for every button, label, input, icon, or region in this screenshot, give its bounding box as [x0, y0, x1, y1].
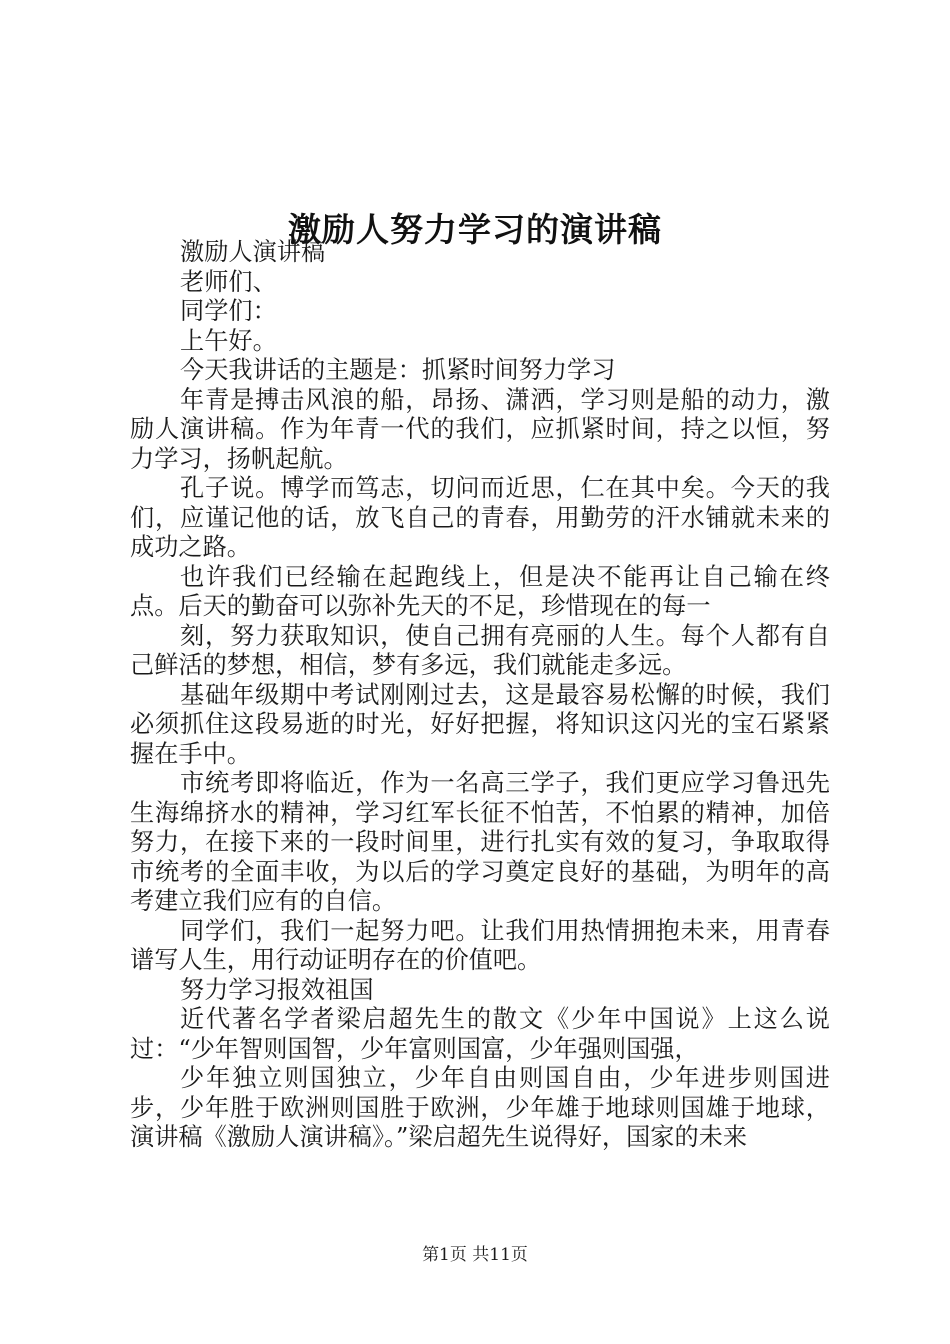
paragraph: 努力学习报效祖国 [180, 975, 374, 1004]
paragraph: 也许我们已经输在起跑线上，但是决不能再让自己输在终点。后天的勤奋可以弥补先天的不足，珍惜现在的每一 [130, 562, 830, 620]
paragraph: 近代著名学者梁启超先生的散文《少年中国说》上这么说过：“少年智则国智，少年富则国富，少年强则国强， [130, 1005, 830, 1063]
paragraph: 今天我讲话的主题是：抓紧时间努力学习 [180, 356, 616, 384]
paragraph: 年青是搏击风浪的船，昂扬、潇洒，学习则是船的动力，激励人演讲稿。作为年青一代的我们，应抓紧时间，持之以恒，努力学习，扬帆起航。 [130, 385, 830, 473]
paragraph: 同学们，我们一起努力吧。让我们用热情拥抱未来，用青春谱写人生，用行动证明存在的价值吧。 [130, 916, 830, 974]
page-number-footer: 第1页 共11页 [422, 1245, 528, 1265]
paragraph: 激励人演讲稿 [180, 238, 326, 266]
document-title: 激励人努力学习的演讲稿 [288, 210, 662, 250]
paragraph: 孔子说。博学而笃志，切问而近思，仁在其中矣。今天的我们，应谨记他的话，放飞自己的青春，用勤劳的汗水铺就未来的成功之路。 [130, 474, 830, 561]
paragraph: 老师们、 [180, 267, 277, 296]
paragraph: 少年独立则国独立，少年自由则国自由，少年进步则国进步，少年胜于欧洲则国胜于欧洲，少年雄于地球则国雄于地球，演讲稿《激励人演讲稿》。”梁启超先生说得好，国家的未来 [130, 1064, 830, 1151]
paragraph: 市统考即将临近，作为一名高三学子，我们更应学习鲁迅先生海绵挤水的精神，学习红军长征不怕苦，不怕累的精神，加倍努力，在接下来的一段时间里，进行扎实有效的复习，争取取得市统考的全面丰收，为以后的学习奠定良好的基础，为明年的高考建立我们应有的自信。 [130, 769, 830, 915]
paragraph: 同学们： [180, 297, 277, 325]
document-body [130, 238, 830, 1153]
paragraph: 上午好。 [180, 326, 277, 355]
paragraph: 刻，努力获取知识，使自己拥有亮丽的人生。每个人都有自己鲜活的梦想，相信，梦有多远，我们就能走多远。 [130, 621, 830, 679]
paragraph: 基础年级期中考试刚刚过去，这是最容易松懈的时候，我们必须抓住这段易逝的时光，好好把握，将知识这闪光的宝石紧紧握在手中。 [130, 680, 830, 768]
